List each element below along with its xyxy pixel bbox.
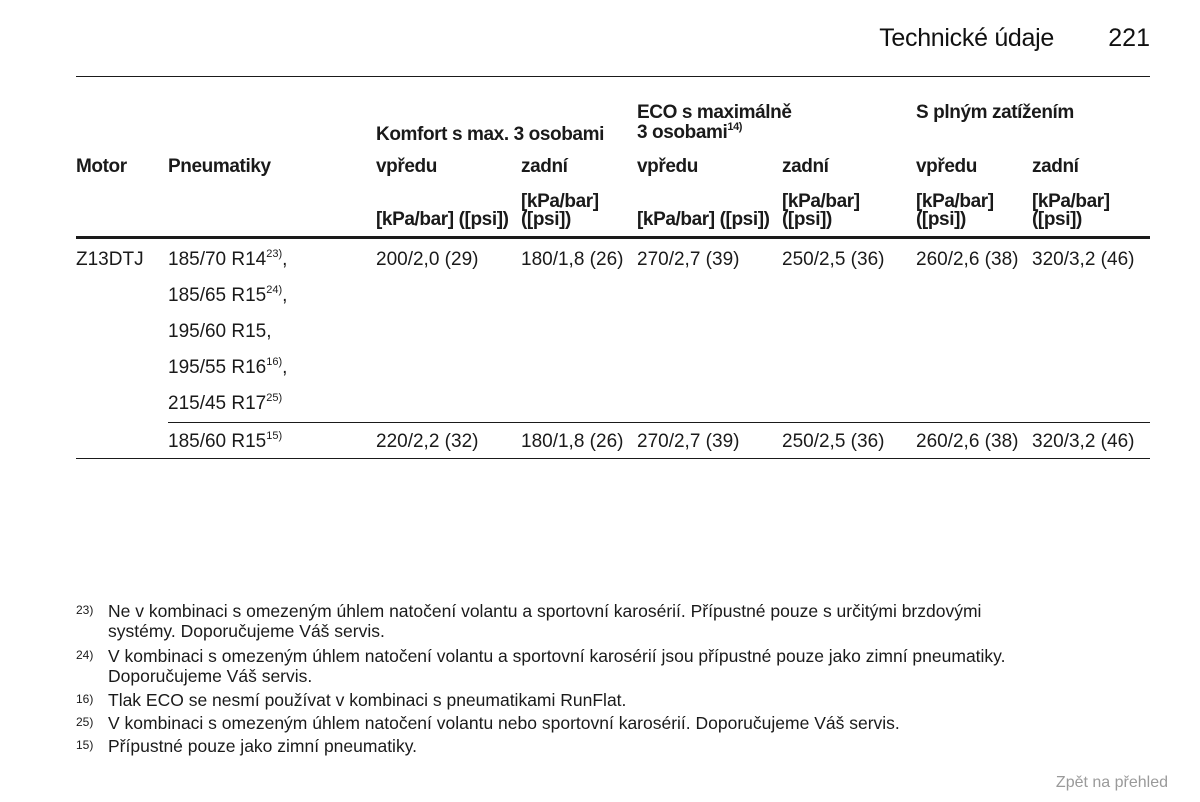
group-eco-line2: 3 osobami$^{14)}$	[637, 120, 743, 143]
row1-tire-2: 185/65 R15$^{24)}$,	[168, 283, 288, 306]
row1-eco-rear: 250/2,5 (36)	[782, 249, 885, 270]
row1-eco-front: 270/2,7 (39)	[637, 249, 740, 270]
row1-tire-5: 215/45 R17$^{25)}$	[168, 391, 283, 414]
group-komfort: Komfort s max. 3 osobami	[376, 124, 604, 145]
unit-full-rear-line2: ([psi])	[1032, 209, 1082, 230]
unit-full-rear-line1: [kPa/bar]	[1032, 191, 1110, 212]
col-motor-header: Motor	[76, 156, 127, 177]
header-rule	[76, 76, 1150, 77]
table-header-rule	[76, 236, 1150, 239]
row2-eco-front: 270/2,7 (39)	[637, 431, 740, 452]
unit-komfort-front: [kPa/bar] ([psi])	[376, 209, 509, 230]
group-full-load: S plným zatížením	[916, 102, 1074, 123]
row2-komfort-front: 220/2,2 (32)	[376, 431, 479, 452]
footnote-text: Přípustné pouze jako zimní pneumatiky.	[108, 736, 418, 756]
footnote-text: V kombinaci s omezeným úhlem natočení volantu a sportovní karosérií jsou přípustné pouze jako zimní pneumatiky. Doporučujeme Váš servis.	[108, 646, 1006, 686]
footnote-text: V kombinaci s omezeným úhlem natočení volantu nebo sportovní karosérií. Doporučujeme Váš servis.	[108, 713, 900, 733]
page-number: 221	[1108, 24, 1150, 52]
row1-full-rear: 320/3,2 (46)	[1032, 249, 1135, 270]
row2-full-rear: 320/3,2 (46)	[1032, 431, 1135, 452]
footnote-number: 23)	[76, 603, 94, 617]
row-divider	[168, 422, 1150, 423]
page-title: Technické údaje	[879, 24, 1054, 52]
table-bottom-rule	[76, 458, 1150, 459]
unit-komfort-rear-line1: [kPa/bar]	[521, 191, 599, 212]
row2-full-front: 260/2,6 (38)	[916, 431, 1019, 452]
unit-komfort-rear-line2: ([psi])	[521, 209, 571, 230]
unit-eco-front: [kPa/bar] ([psi])	[637, 209, 770, 230]
footnote-ref: 14)	[727, 120, 743, 133]
footnote-text: Ne v kombinaci s omezeným úhlem natočení volantu a sportovní karosérií. Přípustné pouze s určitými brzdovými systémy. Doporučujeme Váš servis.	[108, 601, 982, 641]
group-eco-line1: ECO s maximálně	[637, 102, 792, 123]
row2-komfort-rear: 180/1,8 (26)	[521, 431, 624, 452]
footnote-text: Tlak ECO se nesmí používat v kombinaci s pneumatikami RunFlat.	[108, 690, 627, 710]
row1-motor: Z13DTJ	[76, 249, 144, 270]
row1-tire-1: 185/70 R14$^{23)}$,	[168, 247, 288, 270]
col-tires-header: Pneumatiky	[168, 156, 271, 177]
row1-tire-3: 195/60 R15,	[168, 321, 272, 342]
row2-tire-1: 185/60 R15$^{15)}$	[168, 429, 283, 452]
row1-tire-4: 195/55 R16$^{16)}$,	[168, 355, 288, 378]
footnote-number: 16)	[76, 692, 94, 706]
row1-komfort-front: 200/2,0 (29)	[376, 249, 479, 270]
unit-eco-rear-line2: ([psi])	[782, 209, 832, 230]
unit-full-front-line1: [kPa/bar]	[916, 191, 994, 212]
col-eco-front: vpředu	[637, 156, 698, 177]
row2-eco-rear: 250/2,5 (36)	[782, 431, 885, 452]
footnote-number: 25)	[76, 715, 94, 729]
row1-full-front: 260/2,6 (38)	[916, 249, 1019, 270]
col-komfort-front: vpředu	[376, 156, 437, 177]
row1-komfort-rear: 180/1,8 (26)	[521, 249, 624, 270]
col-full-rear: zadní	[1032, 156, 1079, 177]
col-full-front: vpředu	[916, 156, 977, 177]
unit-full-front-line2: ([psi])	[916, 209, 966, 230]
unit-eco-rear-line1: [kPa/bar]	[782, 191, 860, 212]
back-to-overview-link[interactable]: Zpět na přehled	[1055, 774, 1168, 791]
col-komfort-rear: zadní	[521, 156, 568, 177]
footnote-number: 24)	[76, 648, 94, 662]
footnote-number: 15)	[76, 738, 94, 752]
col-eco-rear: zadní	[782, 156, 829, 177]
